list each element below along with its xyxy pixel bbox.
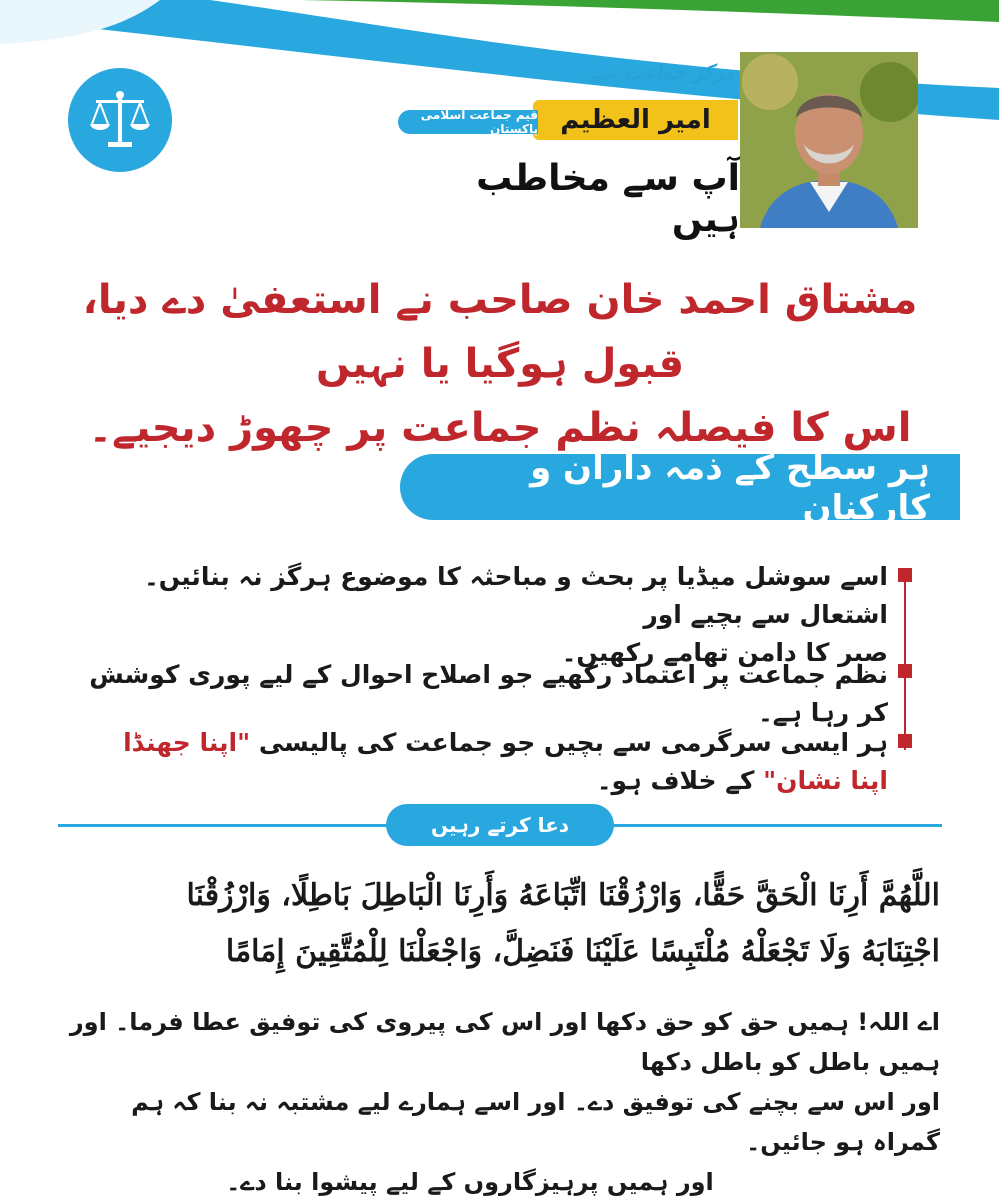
scales-of-justice-icon [86, 86, 154, 154]
bullet-1-line-2: صبر کا دامن تھامے رکھیں۔ [561, 638, 888, 667]
bullet-3-highlight: "اپنا جھنڈا اپنا نشان" [123, 728, 888, 795]
dua-translation [60, 1002, 940, 1202]
header-from-text: مرکز جماعت سے [588, 60, 735, 84]
arabic-dua [60, 868, 940, 980]
red-square-bullet-icon [898, 734, 912, 748]
headline-line-2: اس کا فیصلہ نظم جماعت پر چھوڑ دیجیے۔ [88, 405, 912, 451]
bullet-1-line-1: اسے سوشل میڈیا پر بحث و مباحثہ کا موضوع ہرگز نہ بنائیں۔ اشتعال سے بچیے اور [144, 562, 888, 629]
bullet-rail [904, 572, 906, 750]
bullet-2-line-1: نظم جماعت پر اعتماد رکھیے جو اصلاح احوال کے لیے پوری کوشش کر رہا ہے۔ [89, 660, 888, 727]
arabic-dua-line-1: اللَّهُمَّ أَرِنَا الْحَقَّ حَقًّا، وَارْزُقْنَا اتِّبَاعَهُ وَأَرِنَا الْبَاطِلَ بَاطِلًا، وَارْزُقْنَا [186, 878, 940, 913]
bullet-item-2 [80, 656, 888, 732]
party-logo [68, 68, 172, 172]
header-addressing-text: آپ سے مخاطب ہیں [476, 158, 740, 240]
header-name-row [398, 96, 738, 142]
red-square-bullet-icon [898, 664, 912, 678]
headline-line-1: مشتاق احمد خان صاحب نے استعفیٰ دے دیا، قبول ہوگیا یا نہیں [82, 277, 918, 387]
bullet-item-3 [80, 724, 888, 800]
translation-line-3: اور ہمیں پرہیزگاروں کے لیے پیشوا بنا دے۔ [226, 1168, 714, 1196]
translation-line-2: اور اس سے بچنے کی توفیق دے۔ اور اسے ہمارے لیے مشتبہ نہ بنا کہ ہم گمراہ ہو جائیں۔ [131, 1088, 940, 1156]
speaker-photo [740, 52, 918, 228]
section-banner-text: ہر سطح کے ذمہ داران و کارکنان [530, 447, 930, 528]
bullet-item-1 [80, 558, 888, 672]
translation-line-1: اے اللہ! ہمیں حق کو حق دکھا اور اس کی پیروی کی توفیق عطا فرما۔ اور ہمیں باطل کو باطل دکھا [69, 1008, 940, 1076]
headline [60, 268, 940, 460]
bullet-3-after: کے خلاف ہو۔ [596, 766, 755, 795]
section-banner [400, 447, 960, 528]
speaker-title: قیم جماعت اسلامی پاکستان [398, 110, 538, 134]
arabic-dua-line-2: اجْتِنَابَهُ وَلَا تَجْعَلْهُ مُلْتَبِسًا عَلَيْنَا فَنَضِلَّ، وَاجْعَلْنَا لِلْمُتَّقِينَ إِمَامًا [225, 934, 940, 969]
red-square-bullet-icon [898, 568, 912, 582]
dua-label: دعا کرتے رہیں [386, 804, 614, 846]
bullet-3-before: ہر ایسی سرگرمی سے بچیں جو جماعت کی پالیسی [258, 728, 888, 757]
speaker-name: امیر العظیم [533, 100, 738, 140]
